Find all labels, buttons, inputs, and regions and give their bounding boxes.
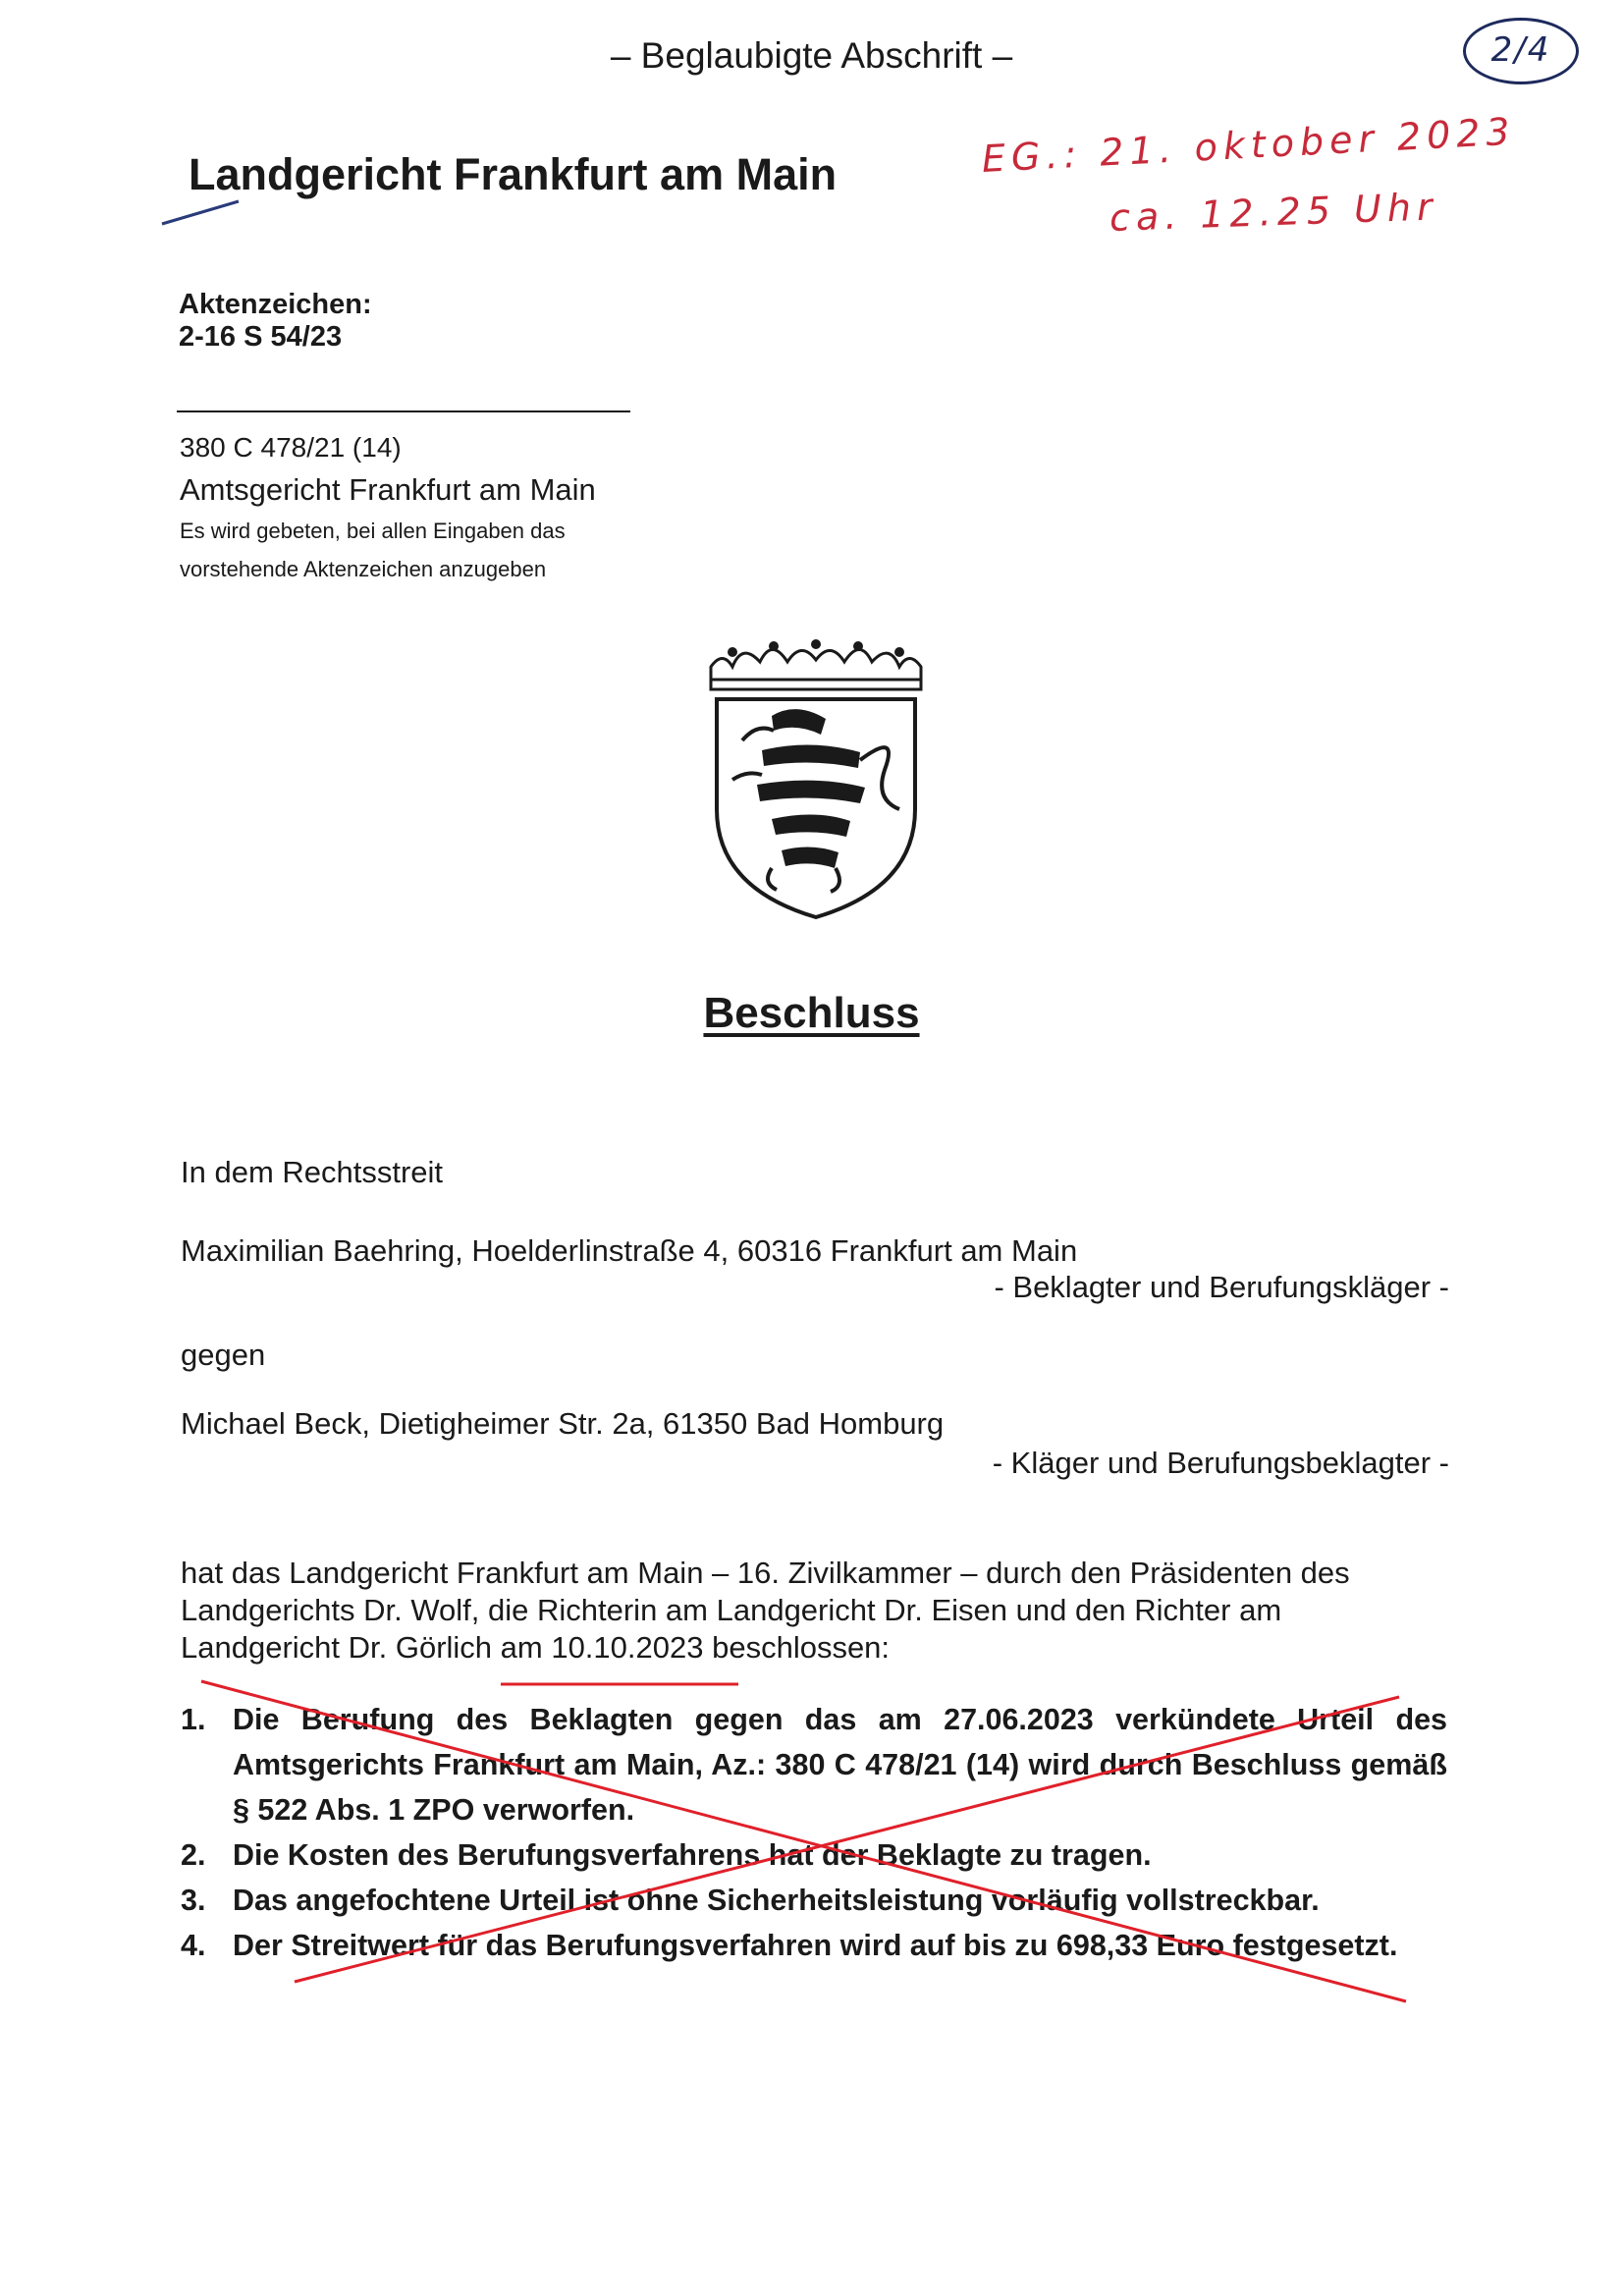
decision-item-line: § 522 Abs. 1 ZPO verworfen.	[233, 1793, 635, 1827]
body-line-3: Landgericht Dr. Görlich am 10.10.2023 beschlossen:	[181, 1630, 891, 1665]
party2-role: - Kläger und Berufungsbeklagter -	[992, 1446, 1449, 1480]
file-ref-value: 2-16 S 54/23	[179, 321, 343, 353]
party1-role: - Beklagter und Berufungskläger -	[994, 1270, 1449, 1304]
red-cross-stroke-2	[295, 1697, 1399, 1982]
versus-text: gegen	[181, 1338, 266, 1372]
decision-item-line: Die Berufung des Beklagten gegen das am 27.06.2023 verkündete Urteil des	[233, 1703, 1447, 1736]
party1-name: Maximilian Baehring, Hoelderlinstraße 4, 60316 Frankfurt am Main	[181, 1233, 1078, 1268]
handwritten-received-date: EG.: 21. oktober 2023	[980, 109, 1517, 181]
lower-court-name: Amtsgericht Frankfurt am Main	[180, 472, 596, 507]
decision-item-line: Der Streitwert für das Berufungsverfahren wird auf bis zu 698,33 Euro festgesetzt.	[233, 1929, 1398, 1962]
file-ref-note-1: Es wird gebeten, bei allen Eingaben das	[180, 519, 566, 543]
lower-court-ref: 380 C 478/21 (14)	[180, 432, 402, 463]
decision-item-line: Die Kosten des Berufungsverfahrens hat der Beklagte zu tragen.	[233, 1838, 1152, 1872]
decision-item-number: 4.	[181, 1929, 206, 1962]
decision-item-number: 3.	[181, 1884, 206, 1917]
handwritten-page-mark: 2/4	[1463, 18, 1579, 84]
blue-pen-strike	[162, 201, 239, 224]
file-ref-note-2: vorstehende Aktenzeichen anzugeben	[180, 557, 547, 581]
decision-item-number: 1.	[181, 1703, 206, 1736]
decision-item-line: Amtsgerichts Frankfurt am Main, Az.: 380 C 478/21 (14) wird durch Beschluss gemäß	[233, 1748, 1447, 1781]
file-ref-label: Aktenzeichen:	[179, 289, 372, 320]
certified-copy-label: – Beglaubigte Abschrift –	[610, 35, 1013, 76]
body-line-1: hat das Landgericht Frankfurt am Main – 16. Zivilkammer – durch den Präsidenten des	[181, 1556, 1350, 1590]
body-line-2: Landgerichts Dr. Wolf, die Richterin am Landgericht Dr. Eisen und den Richter am	[181, 1593, 1282, 1627]
handwritten-received-time: ca. 12.25 Uhr	[1109, 185, 1439, 240]
intro-text: In dem Rechtsstreit	[181, 1155, 444, 1189]
red-cross-stroke-1	[201, 1681, 1406, 2001]
party2-name: Michael Beck, Dietigheimer Str. 2a, 61350 Bad Homburg	[181, 1406, 945, 1441]
court-name: Landgericht Frankfurt am Main	[189, 149, 838, 199]
document-title: Beschluss	[703, 989, 920, 1037]
decision-item-number: 2.	[181, 1838, 206, 1872]
decision-item-line: Das angefochtene Urteil ist ohne Sicherheitsleistung vorläufig vollstreckbar.	[233, 1884, 1320, 1917]
